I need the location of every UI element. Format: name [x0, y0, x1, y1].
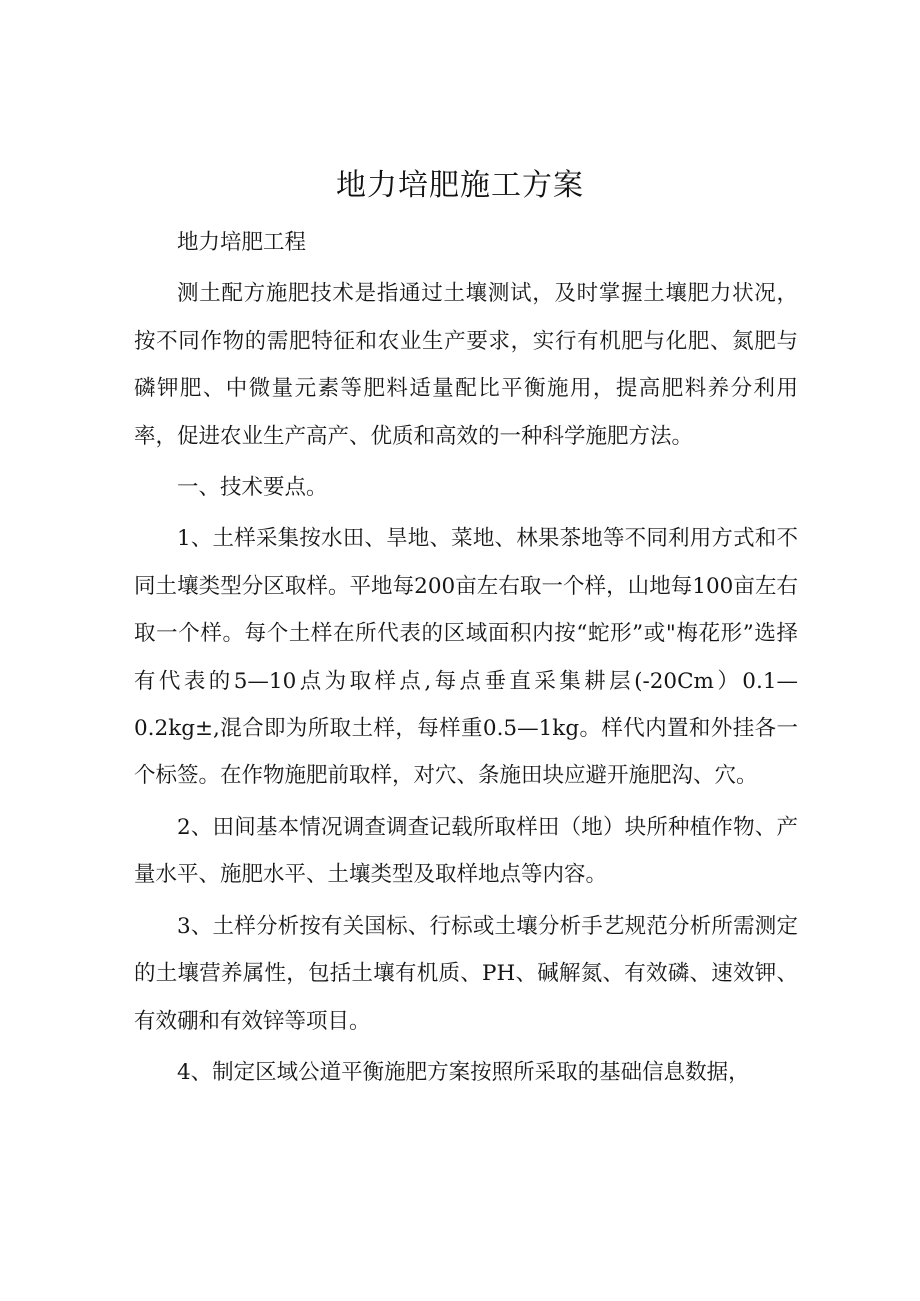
- section-heading-tech-points: 一、技术要点。: [177, 475, 328, 501]
- paragraph-item-3: 3、土样分析按有关国标、行标或土壤分析手艺规范分析所需测定的土壤营养属性，包括土壤有机质、PH、碱解氮、有效磷、速效钾、有效硼和有效锌等项目。: [134, 913, 798, 1034]
- section-heading-project: 地力培肥工程: [177, 230, 307, 255]
- paragraph-item-2: 2、田间基本情况调查调查记载所取样田（地）块所种植作物、产量水平、施肥水平、土壤类型及取样地点等内容。: [134, 814, 798, 888]
- paragraph-item-4: 4、制定区域公道平衡施肥方案按照所采取的基础信息数据，: [177, 1059, 750, 1085]
- document-title: 地力培肥施工方案: [336, 168, 584, 203]
- paragraph-item-1: 1、土样采集按水田、旱地、菜地、林果茶地等不同利用方式和不同土壤类型分区取样。平地每200亩左右取一个样，山地每100亩左右取一个样。每个土样在所代表的区域面积内按“蛇形”或"梅花形”选择有代表的5—10点为取样点,每点垂直采集耕层(-20Cm）0.1—0.2kg±,混合即为所取土样，每样重0.5—1kg。样代内置和外挂各一个标签。在作物施肥前取样，对穴、条施田块应避开施肥沟、穴。: [134, 526, 798, 789]
- document-body: [134, 219, 798, 1096]
- paragraph-intro: 测土配方施肥技术是指通过土壤测试，及时掌握土壤肥力状况，按不同作物的需肥特征和农业生产要求，实行有机肥与化肥、氮肥与磷钾肥、中微量元素等肥料适量配比平衡施用，提高肥料养分利用率，促进农业生产高产、优质和高效的一种科学施肥方法。: [134, 281, 798, 449]
